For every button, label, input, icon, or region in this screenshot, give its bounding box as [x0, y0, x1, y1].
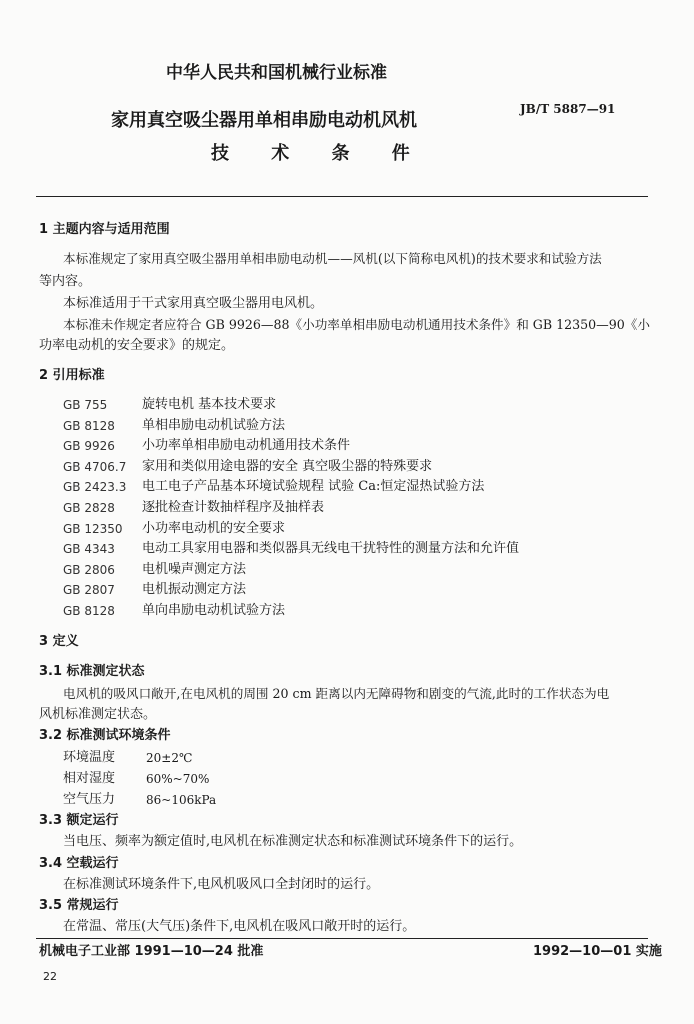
reference-code: GB 2828 [63, 501, 115, 515]
section3-2-heading: 3.2 标准测试环境条件 [39, 728, 171, 743]
reference-code: GB 755 [63, 398, 108, 412]
section1-paragraph2: 本标准适用于干式家用真空吸尘器用电风机。 [63, 296, 324, 311]
reference-title: 电机振动测定方法 [142, 582, 247, 598]
section1-paragraph1-cont: 等内容。 [39, 274, 92, 289]
reference-title: 单相串励电动机试验方法 [142, 417, 286, 433]
reference-code: GB 2806 [63, 562, 115, 577]
section3-1-text-cont: 风机标准测定状态。 [39, 707, 157, 722]
reference-code: GB 2807 [63, 583, 115, 598]
section3-4-heading: 3.4 空载运行 [39, 856, 119, 871]
section1-heading: 1 主题内容与适用范围 [39, 222, 170, 237]
reference-title: 单向串励电动机试验方法 [142, 603, 286, 618]
standard-org: 中华人民共和国机械行业标准 [166, 63, 387, 83]
reference-title: 电工电子产品基本环境试验规程 试验 Ca:恒定湿热试验方法 [142, 479, 485, 495]
reference-code: GB 2423.3 [63, 480, 127, 495]
env-pressure-value: 86~106kPa [146, 793, 217, 807]
reference-title: 电动工具家用电器和类似器具无线电干扰特性的测量方法和允许值 [142, 541, 520, 557]
reference-code: GB 8128 [63, 418, 115, 433]
section3-1-heading: 3.1 标准测定状态 [39, 664, 145, 679]
page-number: 22 [43, 970, 57, 983]
env-humidity-label: 相对湿度 [63, 771, 116, 786]
reference-code: GB 4343 [63, 542, 115, 557]
section3-3-heading: 3.3 额定运行 [39, 813, 119, 828]
env-temperature-value: 20±2℃ [146, 751, 193, 765]
approval-date: 机械电子工业部 1991—10—24 批准 [39, 944, 264, 959]
env-pressure-label: 空气压力 [63, 792, 116, 807]
section1-paragraph3: 本标准未作规定者应符合 GB 9926—88《小功率单相串励电动机通用技术条件》和 GB 12350—90《小 [63, 317, 650, 332]
section3-5-text: 在常温、常压(大气压)条件下,电风机在吸风口敞开时的运行。 [63, 919, 416, 934]
section3-4-text: 在标准测试环境条件下,电风机吸风口全封闭时的运行。 [63, 877, 380, 892]
env-temperature-label: 环境温度 [63, 750, 116, 765]
document-title-line1: 家用真空吸尘器用单相串励电动机风机 [111, 110, 417, 131]
reference-code: GB 9926 [63, 439, 115, 454]
reference-title: 家用和类似用途电器的安全 真空吸尘器的特殊要求 [142, 458, 433, 474]
standard-code: JB/T 5887—91 [520, 102, 616, 116]
section3-3-text: 当电压、频率为额定值时,电风机在标准测定状态和标准测试环境条件下的运行。 [63, 834, 523, 849]
reference-list [63, 397, 583, 627]
section3-heading: 3 定义 [39, 634, 79, 649]
footer-rule [36, 938, 648, 939]
reference-title: 电机噪声测定方法 [142, 561, 247, 577]
header-rule [36, 196, 648, 197]
section1-paragraph1: 本标准规定了家用真空吸尘器用单相串励电动机——风机(以下简称电风机)的技术要求和试验方法 [63, 251, 602, 266]
reference-code: GB 4706.7 [63, 459, 127, 474]
reference-code: GB 8128 [63, 604, 115, 618]
section2-heading: 2 引用标准 [39, 368, 105, 383]
document-title-line2: 技 术 条 件 [211, 143, 428, 164]
reference-title: 小功率电动机的安全要求 [142, 520, 286, 536]
env-humidity-value: 60%~70% [146, 772, 210, 786]
section3-1-text: 电风机的吸风口敞开,在电风机的周围 20 cm 距离以内无障碍物和剧变的气流,此时的工作状态为电 [63, 686, 610, 701]
section1-paragraph3-cont: 功率电动机的安全要求》的规定。 [39, 338, 235, 353]
implementation-date: 1992—10—01 实施 [533, 944, 662, 959]
reference-title: 小功率单相串励电动机通用技术条件 [142, 438, 351, 454]
section3-5-heading: 3.5 常规运行 [39, 898, 119, 913]
reference-title: 旋转电机 基本技术要求 [142, 397, 277, 412]
reference-code: GB 12350 [63, 521, 123, 536]
reference-title: 逐批检查计数抽样程序及抽样表 [142, 500, 325, 515]
